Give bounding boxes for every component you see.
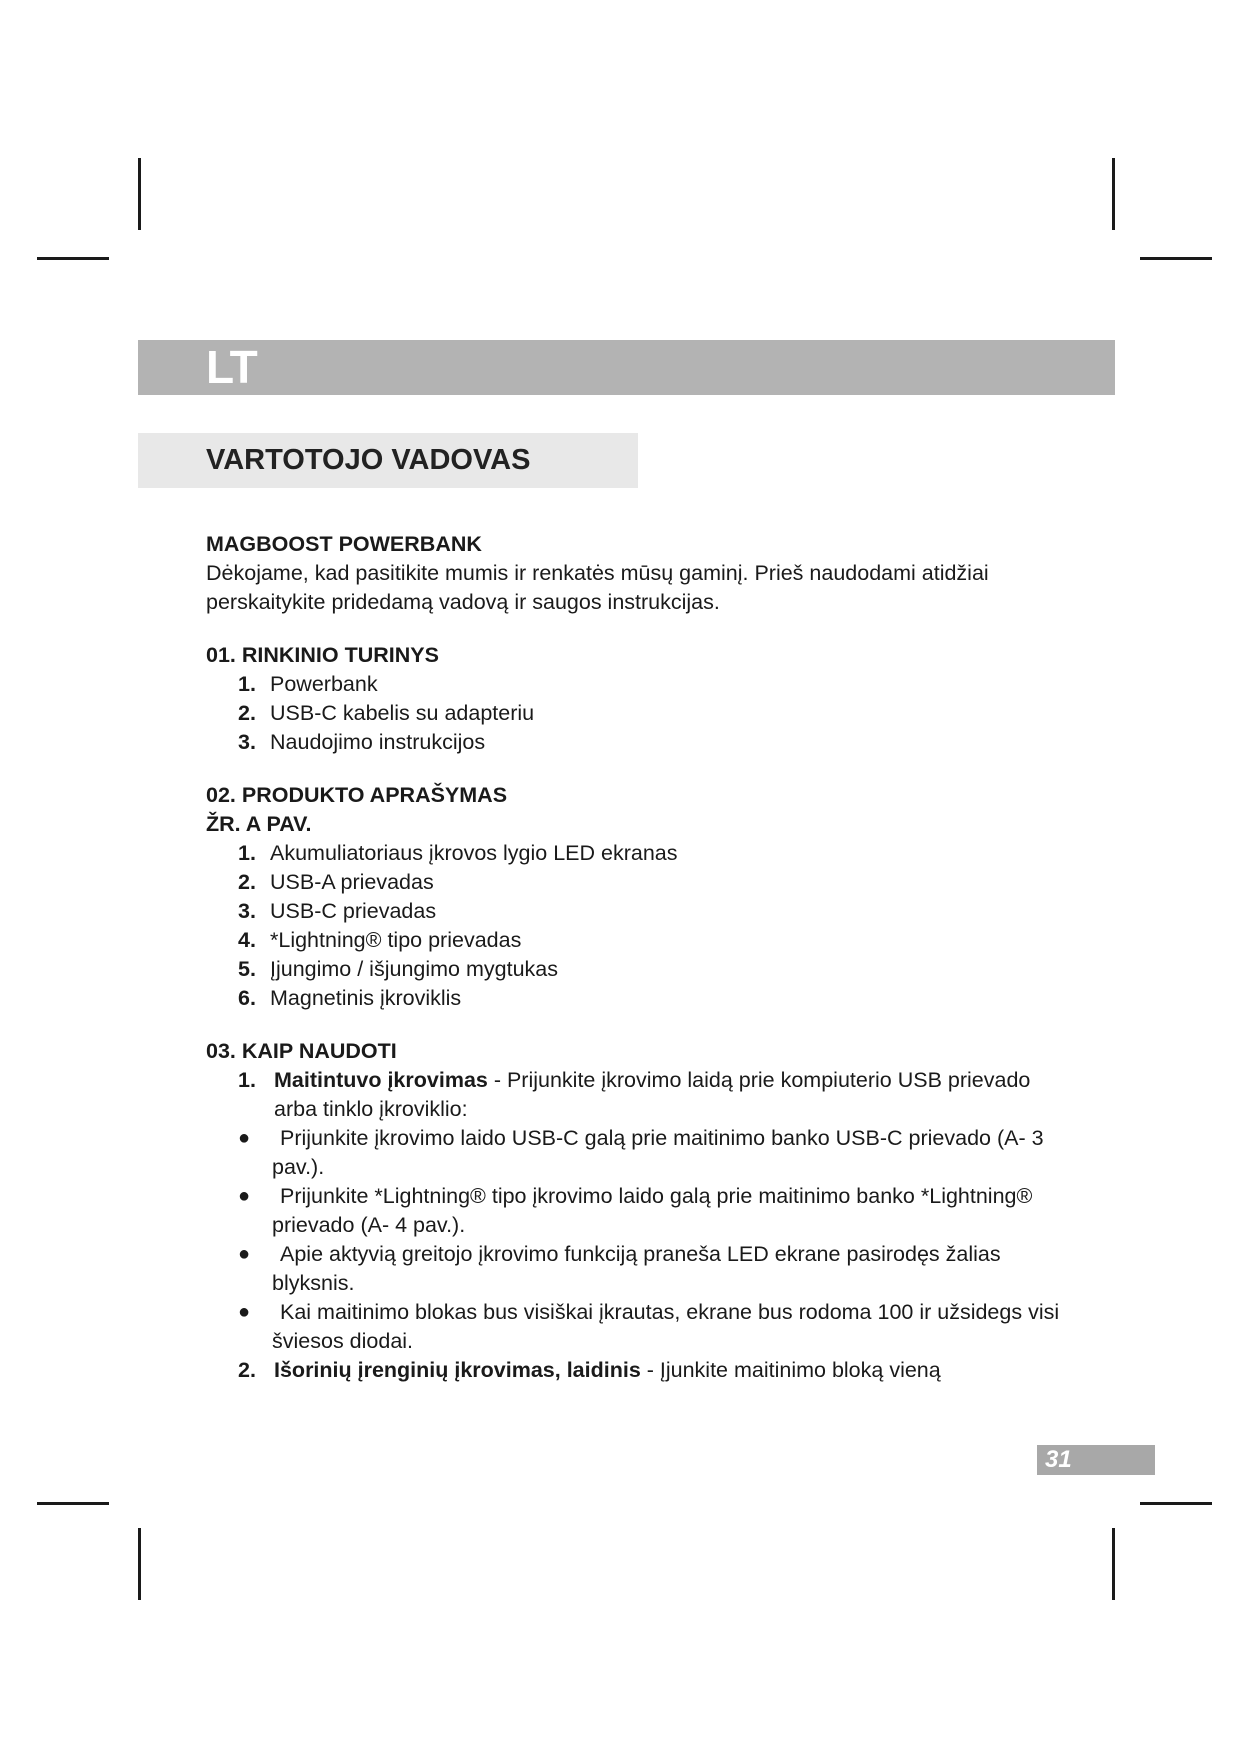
bullet-icon: ● <box>238 1127 251 1149</box>
bullet-text: Prijunkite įkrovimo laido USB-C galą prie maitinimo banko USB-C prievado (A- 3 pav.). <box>272 1126 1044 1179</box>
item-text: Magnetinis įkroviklis <box>270 986 462 1010</box>
section-1-heading: 01. RINKINIO TURINYS <box>206 643 439 667</box>
list-item <box>206 839 1066 868</box>
bullet-icon: ● <box>238 1243 251 1265</box>
item-text: Akumuliatoriaus įkrovos lygio LED ekranas <box>270 841 678 865</box>
bullet-text: Prijunkite *Lightning® tipo įkrovimo laido galą prie maitinimo banko *Lightning® prievado (A- 4 pav.). <box>272 1184 1033 1237</box>
item-text: - Įjunkite maitinimo bloką vieną <box>640 1358 941 1382</box>
bullet-text: Kai maitinimo blokas bus visiškai įkrautas, ekrane bus rodoma 100 ir užsidegs visi šviesos diodai. <box>272 1300 1060 1353</box>
list-item <box>206 699 1066 728</box>
item-number: 2. <box>238 870 256 894</box>
list-item <box>206 670 1066 699</box>
crop-mark-bottom-right-horizontal <box>1140 1502 1212 1505</box>
item-number: 1. <box>238 1068 256 1092</box>
crop-mark-bottom-left-horizontal <box>37 1502 109 1505</box>
language-header-bar <box>138 340 1115 395</box>
list-item <box>206 926 1066 955</box>
list-item <box>206 1066 1066 1356</box>
list-item <box>206 897 1066 926</box>
contents-list <box>206 670 1066 757</box>
crop-mark-top-left-vertical <box>138 158 141 230</box>
item-number: 2. <box>238 701 256 725</box>
item-text: Naudojimo instrukcijos <box>270 730 486 754</box>
item-bold-title: Išorinių įrenginių įkrovimas, laidinis <box>274 1358 641 1382</box>
crop-mark-top-right-vertical <box>1112 158 1115 230</box>
item-text: USB-A prievadas <box>270 870 434 894</box>
bullet-item <box>238 1124 1066 1182</box>
list-item <box>206 728 1066 757</box>
manual-content <box>206 530 1066 1385</box>
product-heading: MAGBOOST POWERBANK <box>206 532 482 556</box>
bullet-item <box>238 1240 1066 1298</box>
crop-mark-top-left-horizontal <box>37 257 109 260</box>
document-title: VARTOTOJO VADOVAS <box>206 444 531 476</box>
list-item <box>206 868 1066 897</box>
item-number: 1. <box>238 672 256 696</box>
crop-mark-bottom-right-vertical <box>1112 1528 1115 1600</box>
list-item <box>206 1356 1066 1385</box>
item-number: 5. <box>238 957 256 981</box>
page-number: 31 <box>1045 1446 1072 1473</box>
bullet-text: Apie aktyvią greitojo įkrovimo funkciją praneša LED ekrane pasirodęs žalias blyksnis. <box>272 1242 1001 1295</box>
item-number: 1. <box>238 841 256 865</box>
intro-text: Dėkojame, kad pasitikite mumis ir renkatės mūsų gaminį. Prieš naudodami atidžiai perskaitykite pridedamą vadovą ir saugos instrukcijas. <box>206 561 989 614</box>
item-bold-title: Maitintuvo įkrovimas <box>274 1068 488 1092</box>
bullet-item <box>238 1182 1066 1240</box>
language-code: LT <box>206 341 257 393</box>
item-text: - Prijunkite įkrovimo laidą prie kompiuterio USB prievado arba tinklo įkroviklio: <box>274 1068 1031 1121</box>
item-text: USB-C kabelis su adapteriu <box>270 701 535 725</box>
item-text: Powerbank <box>270 672 378 696</box>
document-title-bar <box>138 433 638 488</box>
item-number: 3. <box>238 730 256 754</box>
product-parts-list <box>206 839 1066 1013</box>
section-2-subheading: ŽR. A PAV. <box>206 812 312 836</box>
bullet-item <box>238 1298 1066 1356</box>
item-number: 4. <box>238 928 256 952</box>
bullet-list <box>238 1124 1066 1356</box>
item-text: Įjungimo / išjungimo mygtukas <box>270 957 558 981</box>
page-number-box <box>1037 1445 1155 1475</box>
crop-mark-bottom-left-vertical <box>138 1528 141 1600</box>
item-number: 2. <box>238 1358 256 1382</box>
bullet-icon: ● <box>238 1301 251 1323</box>
section-3-heading: 03. KAIP NAUDOTI <box>206 1039 397 1063</box>
item-number: 6. <box>238 986 256 1010</box>
bullet-icon: ● <box>238 1185 251 1207</box>
crop-mark-top-right-horizontal <box>1140 257 1212 260</box>
item-text: *Lightning® tipo prievadas <box>270 928 522 952</box>
usage-list <box>206 1066 1066 1385</box>
item-text: USB-C prievadas <box>270 899 437 923</box>
list-item <box>206 984 1066 1013</box>
list-item <box>206 955 1066 984</box>
item-number: 3. <box>238 899 256 923</box>
section-2-heading: 02. PRODUKTO APRAŠYMAS <box>206 783 508 807</box>
